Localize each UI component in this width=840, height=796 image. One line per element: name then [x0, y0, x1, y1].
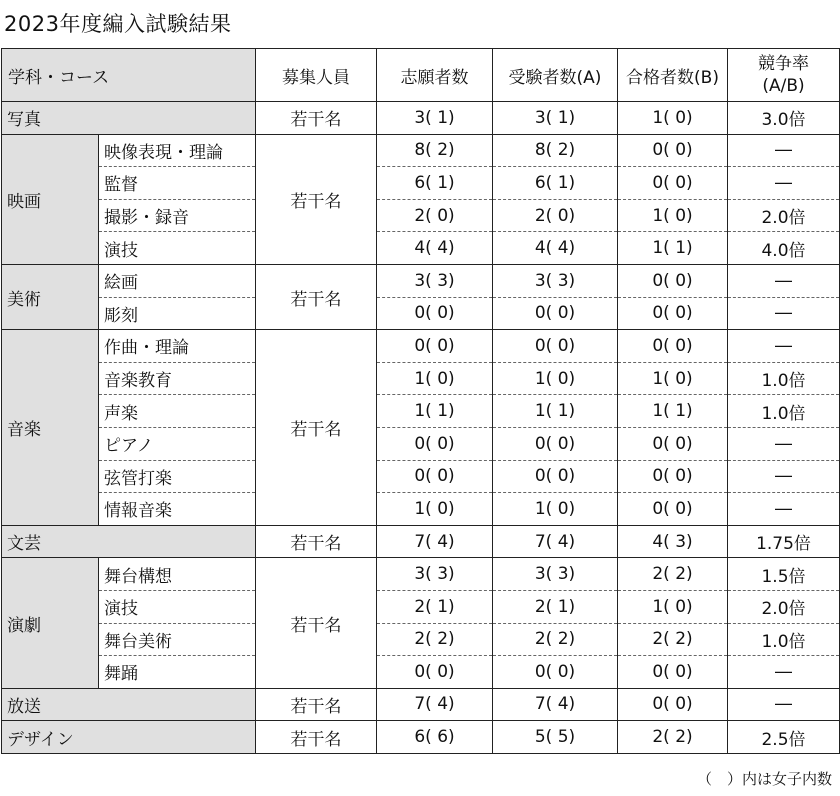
passed-cell: 0( 0): [618, 460, 728, 493]
applicants-cell: 7( 4): [377, 525, 493, 558]
applicants-cell: 0( 0): [377, 330, 493, 363]
examinees-cell: 0( 0): [493, 427, 618, 460]
sub-label: 演技: [99, 232, 256, 265]
examinees-cell: 0( 0): [493, 330, 618, 363]
examinees-cell: 2( 1): [493, 590, 618, 623]
applicants-cell: 2( 1): [377, 590, 493, 623]
applicants-cell: 0( 0): [377, 427, 493, 460]
ratio-cell: ―: [728, 427, 840, 460]
sub-label: 弦管打楽: [99, 460, 256, 493]
table-row: [2, 362, 840, 395]
sub-label: 舞台美術: [99, 623, 256, 656]
examinees-cell: 5( 5): [493, 721, 618, 754]
applicants-cell: 3( 1): [377, 102, 493, 135]
sub-label: 舞踊: [99, 656, 256, 689]
header-quota: 募集人員: [256, 49, 377, 102]
applicants-cell: 4( 4): [377, 232, 493, 265]
quota-cell: 若干名: [256, 558, 377, 688]
group-label: 写真: [2, 102, 256, 135]
group-label: 放送: [2, 688, 256, 721]
ratio-cell: 1.0倍: [728, 623, 840, 656]
ratio-cell: 1.75倍: [728, 525, 840, 558]
sub-label: 監督: [99, 167, 256, 200]
table-row: [2, 493, 840, 526]
header-applicants: 志願者数: [377, 49, 493, 102]
applicants-cell: 1( 1): [377, 395, 493, 428]
passed-cell: 2( 2): [618, 721, 728, 754]
quota-cell: 若干名: [256, 330, 377, 526]
examinees-cell: 1( 0): [493, 362, 618, 395]
sub-label: 声楽: [99, 395, 256, 428]
ratio-cell: 2.5倍: [728, 721, 840, 754]
table-header-row: [2, 49, 840, 102]
ratio-cell: ―: [728, 297, 840, 330]
ratio-cell: ―: [728, 460, 840, 493]
ratio-cell: ―: [728, 656, 840, 689]
ratio-cell: ―: [728, 493, 840, 526]
examinees-cell: 7( 4): [493, 525, 618, 558]
examinees-cell: 0( 0): [493, 297, 618, 330]
group-label: 音楽: [2, 330, 99, 526]
page-title: 2023年度編入試験結果: [4, 12, 232, 36]
ratio-cell: ―: [728, 167, 840, 200]
passed-cell: 0( 0): [618, 167, 728, 200]
table-row: [2, 460, 840, 493]
passed-cell: 1( 1): [618, 232, 728, 265]
table-row: [2, 264, 840, 297]
applicants-cell: 0( 0): [377, 297, 493, 330]
sub-label: ピアノ: [99, 427, 256, 460]
ratio-cell: 1.0倍: [728, 362, 840, 395]
table-row: [2, 330, 840, 363]
examinees-cell: 3( 3): [493, 264, 618, 297]
applicants-cell: 8( 2): [377, 134, 493, 167]
table-row: [2, 427, 840, 460]
table-row: [2, 199, 840, 232]
examinees-cell: 3( 3): [493, 558, 618, 591]
quota-cell: 若干名: [256, 264, 377, 329]
table-row: [2, 623, 840, 656]
footnote: （ ）内は女子内数: [696, 770, 832, 788]
ratio-cell: ―: [728, 134, 840, 167]
group-label: 美術: [2, 264, 99, 329]
sub-label: 作曲・理論: [99, 330, 256, 363]
group-label: デザイン: [2, 721, 256, 754]
sub-label: 舞台構想: [99, 558, 256, 591]
ratio-cell: ―: [728, 264, 840, 297]
passed-cell: 0( 0): [618, 493, 728, 526]
header-examinees: 受験者数(A): [493, 49, 618, 102]
group-label: 映画: [2, 134, 99, 264]
examinees-cell: 1( 0): [493, 493, 618, 526]
passed-cell: 0( 0): [618, 427, 728, 460]
ratio-cell: ―: [728, 330, 840, 363]
ratio-cell: 2.0倍: [728, 199, 840, 232]
passed-cell: 2( 2): [618, 623, 728, 656]
examinees-cell: 2( 0): [493, 199, 618, 232]
results-table: [1, 48, 840, 754]
examinees-cell: 6( 1): [493, 167, 618, 200]
passed-cell: 1( 1): [618, 395, 728, 428]
passed-cell: 0( 0): [618, 688, 728, 721]
passed-cell: 0( 0): [618, 264, 728, 297]
passed-cell: 1( 0): [618, 590, 728, 623]
applicants-cell: 6( 1): [377, 167, 493, 200]
applicants-cell: 3( 3): [377, 264, 493, 297]
table-row: [2, 721, 840, 754]
applicants-cell: 7( 4): [377, 688, 493, 721]
applicants-cell: 0( 0): [377, 460, 493, 493]
group-label: 演劇: [2, 558, 99, 688]
table-row: [2, 102, 840, 135]
examinees-cell: 7( 4): [493, 688, 618, 721]
ratio-cell: 1.0倍: [728, 395, 840, 428]
table-row: [2, 525, 840, 558]
table-row: [2, 656, 840, 689]
table-row: [2, 558, 840, 591]
passed-cell: 0( 0): [618, 297, 728, 330]
applicants-cell: 1( 0): [377, 493, 493, 526]
table-row: [2, 395, 840, 428]
examinees-cell: 0( 0): [493, 656, 618, 689]
header-ratio: [728, 49, 840, 102]
sub-label: 音楽教育: [99, 362, 256, 395]
quota-cell: 若干名: [256, 688, 377, 721]
sub-label: 彫刻: [99, 297, 256, 330]
ratio-cell: 2.0倍: [728, 590, 840, 623]
applicants-cell: 1( 0): [377, 362, 493, 395]
table-row: [2, 167, 840, 200]
examinees-cell: 4( 4): [493, 232, 618, 265]
ratio-cell: 4.0倍: [728, 232, 840, 265]
quota-cell: 若干名: [256, 102, 377, 135]
examinees-cell: 2( 2): [493, 623, 618, 656]
header-passed: 合格者数(B): [618, 49, 728, 102]
table-row: [2, 232, 840, 265]
passed-cell: 1( 0): [618, 199, 728, 232]
table-row: [2, 134, 840, 167]
table-row: [2, 297, 840, 330]
sub-label: 情報音楽: [99, 493, 256, 526]
quota-cell: 若干名: [256, 721, 377, 754]
examinees-cell: 8( 2): [493, 134, 618, 167]
examinees-cell: 0( 0): [493, 460, 618, 493]
header-ratio-line1: 競争率: [758, 54, 809, 74]
passed-cell: 0( 0): [618, 656, 728, 689]
passed-cell: 0( 0): [618, 330, 728, 363]
passed-cell: 4( 3): [618, 525, 728, 558]
group-label: 文芸: [2, 525, 256, 558]
quota-cell: 若干名: [256, 134, 377, 264]
applicants-cell: 2( 0): [377, 199, 493, 232]
applicants-cell: 3( 3): [377, 558, 493, 591]
applicants-cell: 0( 0): [377, 656, 493, 689]
table-row: [2, 688, 840, 721]
sub-label: 映像表現・理論: [99, 134, 256, 167]
passed-cell: 1( 0): [618, 102, 728, 135]
quota-cell: 若干名: [256, 525, 377, 558]
sub-label: 絵画: [99, 264, 256, 297]
examinees-cell: 3( 1): [493, 102, 618, 135]
passed-cell: 1( 0): [618, 362, 728, 395]
applicants-cell: 6( 6): [377, 721, 493, 754]
sub-label: 撮影・録音: [99, 199, 256, 232]
sub-label: 演技: [99, 590, 256, 623]
header-ratio-line2: (A/B): [762, 76, 805, 96]
applicants-cell: 2( 2): [377, 623, 493, 656]
ratio-cell: ―: [728, 688, 840, 721]
examinees-cell: 1( 1): [493, 395, 618, 428]
passed-cell: 2( 2): [618, 558, 728, 591]
passed-cell: 0( 0): [618, 134, 728, 167]
header-dept: 学科・コース: [2, 49, 256, 102]
ratio-cell: 1.5倍: [728, 558, 840, 591]
table-row: [2, 590, 840, 623]
ratio-cell: 3.0倍: [728, 102, 840, 135]
